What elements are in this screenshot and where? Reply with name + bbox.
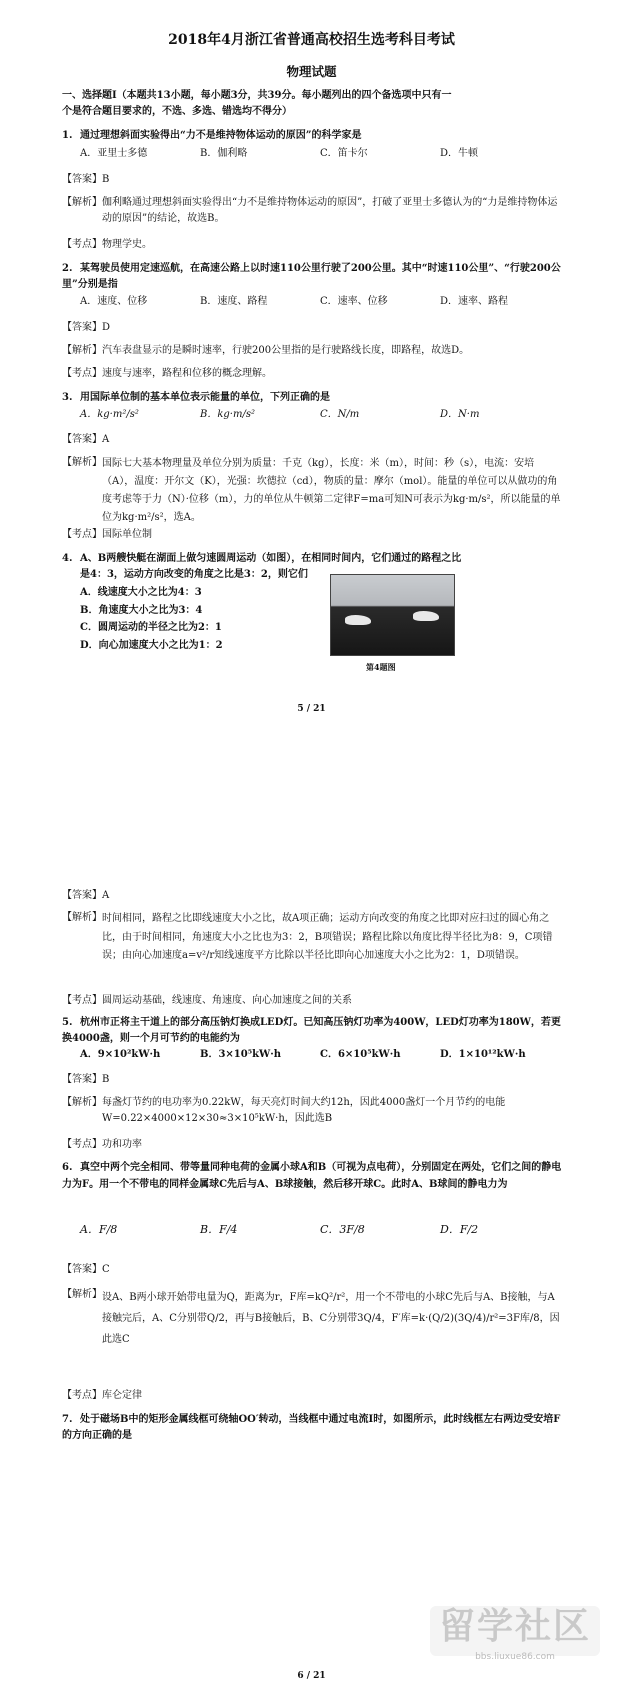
question-5 <box>62 1015 562 1046</box>
option-b: B．3×10⁵kW·h <box>200 1049 281 1060</box>
question-number: 2. <box>62 263 73 274</box>
question-4-options <box>80 584 320 654</box>
analysis-1 <box>62 195 562 226</box>
point-4 <box>62 993 352 1009</box>
point-label: 【考点】 <box>62 239 102 250</box>
analysis-2 <box>62 343 562 359</box>
point-5 <box>62 1137 142 1153</box>
question-2 <box>62 261 562 292</box>
analysis-text: 设A、B两小球开始带电量为Q，距离为r，F库=kQ²/r²，用一个不带电的小球C先后与A、B接触，与A接触完后，A、C分别带Q/2，再与B接触后，B、C分别带3Q/4，F′库=k·(Q/2)(3Q/4)/r²=3F库/8，因此选C <box>102 1292 560 1345</box>
option-a: A．F/8 <box>80 1223 118 1236</box>
point-label: 【考点】 <box>62 529 102 540</box>
analysis-6 <box>62 1287 562 1350</box>
point-label: 【考点】 <box>62 368 102 379</box>
question-number: 3. <box>62 392 73 403</box>
option-b: B．角速度大小之比为3：4 <box>80 604 203 616</box>
point-label: 【考点】 <box>62 995 102 1006</box>
option-a: A．线速度大小之比为4：3 <box>80 587 202 598</box>
option-a: A．亚里士多德 <box>80 148 148 159</box>
exam-subtitle: 物理试题 <box>286 64 337 79</box>
answer-3 <box>62 432 109 448</box>
exam-title: 2018年4月浙江省普通高校招生选考科目考试 <box>168 32 455 48</box>
option-d: D．向心加速度大小之比为1：2 <box>80 639 223 651</box>
analysis-label: 【解析】 <box>62 345 102 356</box>
analysis-3 <box>62 455 562 527</box>
point-label: 【考点】 <box>62 1390 102 1401</box>
answer-label: 【答案】 <box>62 1074 102 1085</box>
option-c: C．3F/8 <box>320 1223 365 1236</box>
option-d: D．速率、路程 <box>440 296 509 307</box>
question-1 <box>62 128 562 144</box>
analysis-label: 【解析】 <box>62 457 102 468</box>
section-line-2: 个是符合题目要求的，不选、多选、错选均不得分） <box>62 105 292 117</box>
analysis-text: 时间相同，路程之比即线速度大小之比，故A项正确；运动方向改变的角度之比即对应扫过的圆心角之比，由于时间相同，角速度大小之比也为3：2，B项错误；路程比除以角度比得半径比为8：9，C项错误；由向心加速度a=v²/r知线速度平方比除以半径比即向心加速度大小之比为2：1，D项错误。 <box>102 913 553 961</box>
answer-5 <box>62 1072 109 1088</box>
option-a: A．9×10²kW·h <box>80 1049 161 1060</box>
point-2 <box>62 366 272 382</box>
point-text: 速度与速率，路程和位移的概念理解。 <box>102 368 272 379</box>
point-label: 【考点】 <box>62 1139 102 1150</box>
option-d: D．N·m <box>440 409 480 420</box>
option-c: C．圆周运动的半径之比为2：1 <box>80 622 222 633</box>
question-stem: 真空中两个完全相同、带等量同种电荷的金属小球A和B（可视为点电荷），分别固定在两处，它们之间的静电力为F。用一个不带电的同样金属球C先后与A、B球接触，然后移开球C。此时A、B球间的静电力为 <box>62 1162 562 1190</box>
analysis-label: 【解析】 <box>62 912 102 923</box>
analysis-label: 【解析】 <box>62 1097 102 1108</box>
question-stem: 处于磁场B中的矩形金属线框可绕轴OO′转动，当线框中通过电流I时，如图所示，此时线框左右两边受安培F的方向正确的是 <box>62 1414 561 1441</box>
answer-4 <box>62 888 109 904</box>
analysis-4 <box>62 910 562 966</box>
answer-value: B <box>102 1074 110 1085</box>
question-stem: 杭州市正将主干道上的部分高压钠灯换成LED灯。已知高压钠灯功率为400W，LED灯功率为180W，若更换4000盏，则一个月可节约的电能约为 <box>62 1017 561 1044</box>
question-4 <box>62 551 562 582</box>
answer-label: 【答案】 <box>62 174 102 185</box>
option-c: C．笛卡尔 <box>320 148 368 159</box>
question-number: 6. <box>62 1162 73 1173</box>
analysis-5 <box>62 1095 562 1126</box>
question-number: 7. <box>62 1414 73 1425</box>
question-stem-line-1: A、B两艘快艇在湖面上做匀速圆周运动（如图），在相同时间内，它们通过的路程之比 <box>80 553 462 564</box>
question-7 <box>62 1412 562 1443</box>
option-d: D．牛顿 <box>440 148 479 159</box>
answer-label: 【答案】 <box>62 1264 102 1275</box>
question-2-options <box>80 294 560 310</box>
speedboat-photo <box>330 574 455 656</box>
analysis-text: 国际七大基本物理量及单位分别为质量：千克（kg），长度：米（m），时间：秒（s），电流：安培（A），温度：开尔文（K），光强：坎德拉（cd），物质的量：摩尔（mol）。能量的单位可以从做功的角度考虑等于力（N）·位移（m），力的单位从牛顿第二定律F=ma可知N可表示为kg·m/s²，所以能量的单位为kg·m²/s²，选A。 <box>102 458 561 523</box>
answer-2 <box>62 320 110 336</box>
question-number: 1. <box>62 130 73 141</box>
point-text: 物理学史。 <box>102 239 152 250</box>
answer-1 <box>62 172 109 188</box>
analysis-text: 伽利略通过理想斜面实验得出“力不是维持物体运动的原因”，打破了亚里士多德认为的“力是维持物体运动的原因”的结论，故选B。 <box>102 197 558 224</box>
answer-label: 【答案】 <box>62 322 102 333</box>
speedboat-b <box>413 611 439 621</box>
point-text: 库仑定律 <box>102 1390 142 1401</box>
point-6 <box>62 1388 142 1404</box>
analysis-label: 【解析】 <box>62 197 102 208</box>
point-3 <box>62 527 152 543</box>
point-text: 圆周运动基础，线速度、角速度、向心加速度之间的关系 <box>102 995 352 1006</box>
question-6 <box>62 1159 562 1193</box>
question-stem: 通过理想斜面实验得出“力不是维持物体运动的原因”的科学家是 <box>80 130 362 141</box>
answer-value: A <box>102 434 110 445</box>
question-5-options <box>80 1047 560 1063</box>
answer-label: 【答案】 <box>62 890 102 901</box>
analysis-label: 【解析】 <box>62 1289 102 1300</box>
question-3-options <box>80 407 560 423</box>
point-text: 国际单位制 <box>102 529 152 540</box>
analysis-text: 汽车表盘显示的是瞬时速率，行驶200公里指的是行驶路线长度，即路程，故选D。 <box>102 345 470 356</box>
speedboat-a <box>345 615 371 625</box>
question-1-options <box>80 146 560 162</box>
option-d: D．1×10¹²kW·h <box>440 1049 526 1060</box>
option-a: A．速度、位移 <box>80 296 148 307</box>
option-b: B．速度、路程 <box>200 296 268 307</box>
section-instructions <box>62 88 562 119</box>
question-stem: 某驾驶员使用定速巡航，在高速公路上以时速110公里行驶了200公里。其中“时速110公里”、“行驶200公里”分别是指 <box>62 263 561 290</box>
option-b: B．kg·m/s² <box>200 409 255 420</box>
answer-value: A <box>102 890 110 901</box>
site-watermark-logo: 留学社区 <box>430 1606 600 1656</box>
analysis-text: 每盏灯节约的电功率为0.22kW，每天亮灯时间大约12h，因此4000盏灯一个月节约的电能W=0.22×4000×12×30≈3×10⁵kW·h，因此选B <box>102 1097 506 1124</box>
figure-caption: 第4题图 <box>366 662 396 672</box>
option-c: C．6×10⁵kW·h <box>320 1049 401 1060</box>
question-number: 5. <box>62 1017 73 1028</box>
question-stem-line-2: 是4：3，运动方向改变的角度之比是3：2，则它们 <box>80 568 308 580</box>
section-line-1: 一、选择题Ⅰ（本题共13小题，每小题3分，共39分。每小题列出的四个备选项中只有一 <box>62 90 452 101</box>
page-number: 6 / 21 <box>297 1671 326 1681</box>
answer-value: C <box>102 1264 110 1275</box>
answer-6 <box>62 1262 110 1278</box>
question-number: 4. <box>62 553 73 564</box>
point-text: 功和功率 <box>102 1139 142 1150</box>
option-b: B．F/4 <box>200 1223 238 1236</box>
option-c: C．N/m <box>320 409 360 420</box>
option-c: C．速率、位移 <box>320 296 388 307</box>
question-stem: 用国际单位制的基本单位表示能量的单位，下列正确的是 <box>80 392 330 403</box>
page-number: 5 / 21 <box>297 704 326 714</box>
question-6-options <box>80 1221 560 1238</box>
option-a: A．kg·m²/s² <box>80 409 139 420</box>
question-3 <box>62 390 562 406</box>
option-b: B．伽利略 <box>200 148 248 159</box>
option-d: D．F/2 <box>440 1223 479 1236</box>
answer-value: D <box>102 322 111 333</box>
answer-label: 【答案】 <box>62 434 102 445</box>
answer-value: B <box>102 174 110 185</box>
point-1 <box>62 237 152 253</box>
site-watermark-url: bbs.liuxue86.com <box>475 1652 555 1662</box>
